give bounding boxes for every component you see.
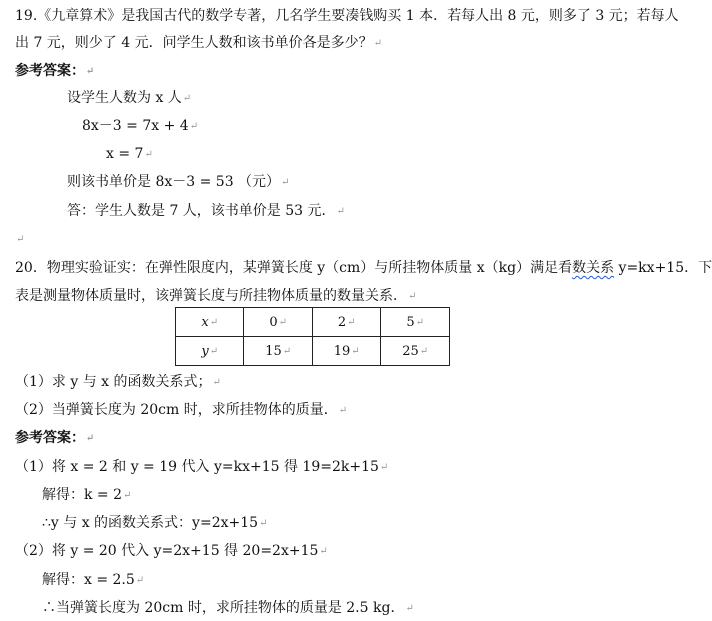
answer-text: （1）将 x = 2 和 y = 19 代入 y=kx+15 得 19=2k+15 (15, 459, 379, 475)
paragraph-mark-icon: ↵ (144, 149, 153, 160)
problem20-question1 (15, 372, 221, 393)
cell-mark-icon: ↵ (278, 316, 288, 328)
cell-mark-icon: ↵ (282, 345, 292, 357)
cell-mark-icon: ↵ (415, 316, 425, 328)
step-text: 则该书单价是 8x－3 = 53 （元） (67, 174, 281, 190)
paragraph-mark-icon: ↵ (379, 462, 389, 473)
table-cell: 15↵ (244, 337, 313, 366)
table-row (176, 308, 450, 337)
paragraph-mark-icon: ↵ (212, 377, 221, 388)
paragraph-mark-icon: ↵ (336, 206, 345, 217)
problem19-step5 (67, 201, 345, 222)
step-text: 设学生人数为 x 人 (67, 90, 182, 106)
cell-mark-icon: ↵ (419, 345, 429, 357)
problem19-text-1: 19.《九章算术》是我国古代的数学专著，几名学生要凑钱购买 1 本．若每人出 8 元，则多了 3 元；若每人 (15, 8, 679, 24)
problem20-answer2-line1 (15, 541, 328, 562)
problem20-answer1-line1 (15, 457, 388, 478)
problem20-question2 (15, 400, 347, 421)
paragraph-mark-icon: ↵ (189, 121, 199, 132)
paragraph-mark-icon: ↵ (135, 575, 145, 586)
paragraph-mark-icon: ↵ (281, 177, 290, 188)
paragraph-mark-icon: ↵ (123, 490, 132, 501)
equation-text: 8x－3 = 7x + 4 (82, 118, 189, 134)
table-cell: 2↵ (312, 308, 381, 337)
problem20-answer2-line2 (42, 570, 144, 591)
paragraph-mark-icon: ↵ (338, 405, 348, 416)
paragraph-mark-icon: ↵ (373, 38, 383, 49)
answer-header-label: 参考答案： (15, 430, 85, 446)
answer-header-label: 参考答案： (15, 63, 85, 79)
problem20-answer2-line3 (42, 598, 414, 619)
problem19-step4 (67, 172, 289, 193)
cell-mark-icon: ↵ (351, 345, 360, 357)
paragraph-mark-icon: ↵ (259, 518, 268, 529)
problem20-answer-header (15, 428, 94, 449)
answer-text: （2）将 y = 20 代入 y=2x+15 得 20=2x+15 (15, 543, 319, 559)
step-text: 答：学生人数是 7 人，该书单价是 53 元． (67, 203, 336, 219)
answer-text: 解得：x = 2.5 (42, 572, 135, 588)
answer-text: ∴当弹簧长度为 20cm 时，求所挂物体的质量是 2.5 kg． (42, 600, 405, 616)
table-row (176, 337, 450, 366)
blank-line (15, 229, 24, 250)
problem19-step2 (82, 116, 198, 137)
problem20-line1 (15, 258, 712, 278)
problem20-text-1b: y=kx+15．下 (614, 260, 712, 276)
table-cell: x↵ (176, 308, 244, 337)
problem20-text-2: 表是测量物体质量时，该弹簧长度与所挂物体质量的数量关系． (15, 288, 407, 304)
paragraph-mark-icon: ↵ (182, 93, 192, 104)
problem20-text-1a: 20．物理实验证实：在弹性限度内，某弹簧长度 y（cm）与所挂物体质量 x（kg）满足看 (15, 260, 573, 276)
data-table (175, 307, 450, 366)
answer-text: 解得：k = 2 (42, 487, 123, 503)
problem19-step3 (106, 144, 153, 165)
spellcheck-underlined-text: 数关系 (572, 260, 615, 276)
cell-mark-icon: ↵ (209, 345, 219, 357)
question-text: （2）当弹簧长度为 20cm 时，求所挂物体的质量． (15, 402, 338, 418)
paragraph-mark-icon: ↵ (405, 603, 414, 614)
cell-mark-icon: ↵ (209, 316, 219, 328)
problem19-answer-header (15, 61, 94, 82)
equation-text: x = 7 (106, 146, 144, 162)
problem19-text-2: 出 7 元，则少了 4 元．问学生人数和该书单价各是多少？ (15, 35, 373, 51)
question-text: （1）求 y 与 x 的函数关系式； (15, 374, 212, 390)
paragraph-mark-icon: ↵ (319, 546, 328, 557)
problem20-answer1-line2 (42, 485, 131, 506)
paragraph-mark-icon: ↵ (408, 291, 417, 302)
table-cell: 5↵ (381, 308, 450, 337)
table-cell: 19↵ (312, 337, 381, 366)
problem19-line1 (15, 6, 679, 26)
paragraph-mark-icon: ↵ (86, 433, 95, 444)
paragraph-mark-icon: ↵ (16, 234, 25, 245)
problem19-step1 (67, 88, 191, 109)
table-cell: 25↵ (381, 337, 450, 366)
cell-mark-icon: ↵ (347, 316, 356, 328)
answer-text: ∴y 与 x 的函数关系式：y=2x+15 (42, 515, 259, 531)
paragraph-mark-icon: ↵ (86, 66, 95, 77)
table-cell: y↵ (176, 337, 244, 366)
table-cell: 0↵ (244, 308, 313, 337)
problem20-answer1-line3 (42, 513, 267, 534)
problem19-line2 (15, 33, 382, 54)
problem20-line2 (15, 286, 416, 307)
